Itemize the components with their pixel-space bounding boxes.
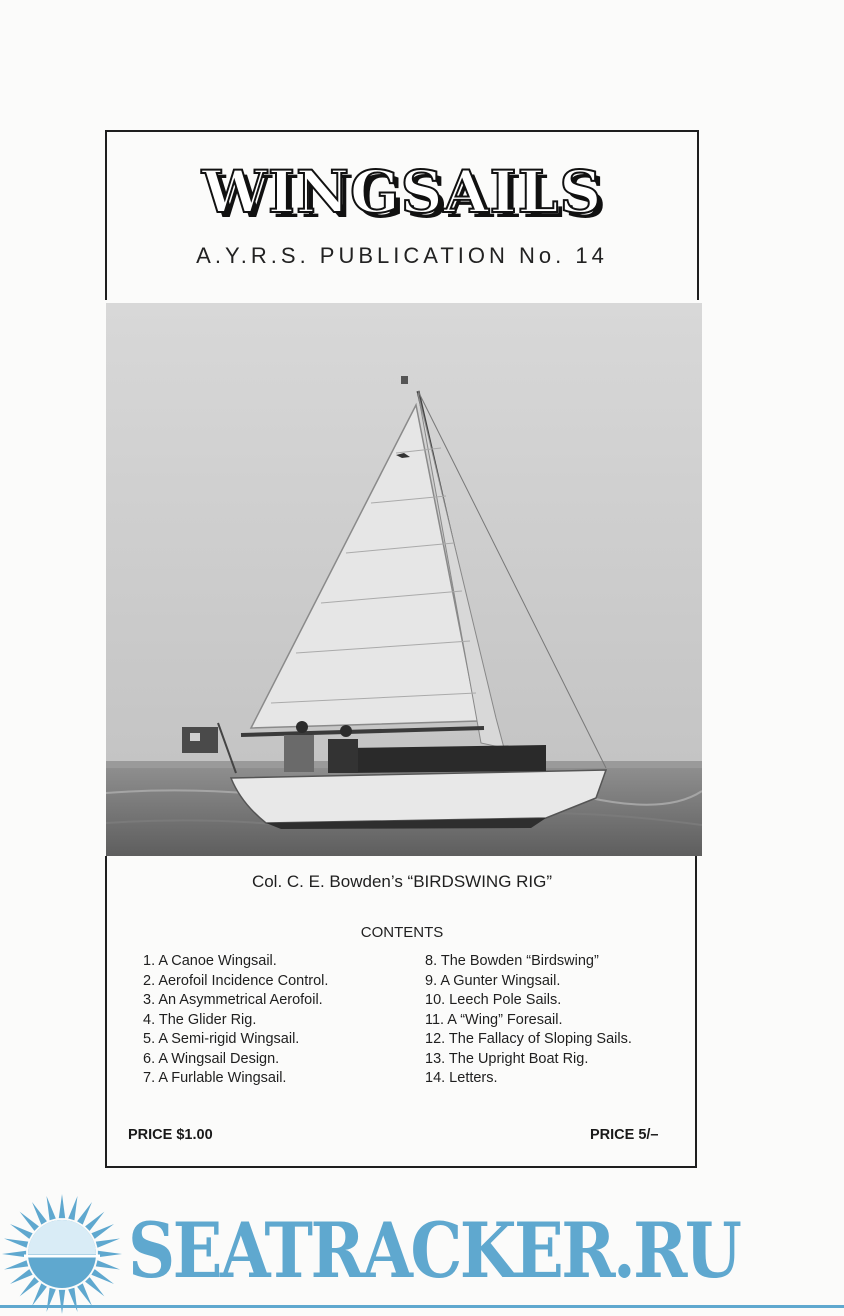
sun-ray — [4, 1260, 28, 1269]
sun-ray — [4, 1239, 28, 1248]
sun-ray — [47, 1196, 56, 1220]
contents-item: 7. A Furlable Wingsail. — [143, 1070, 287, 1086]
contents-item: 4. The Glider Rig. — [143, 1011, 257, 1028]
contents-item: 9. A Gunter Wingsail. — [425, 972, 561, 989]
contents-item: 12. The Fallacy of Sloping Sails. — [425, 1031, 632, 1047]
contents-item: 1. A Canoe Wingsail. — [143, 953, 277, 969]
cover-title: WINGSAILS — [201, 158, 603, 226]
sun-logo-icon — [0, 1192, 124, 1316]
sailboat-photo — [106, 303, 702, 856]
sun-ray — [20, 1212, 39, 1231]
contents-item: 11. A “Wing” Foresail. — [425, 1011, 563, 1028]
sun-ray — [32, 1283, 47, 1306]
sun-ray — [91, 1269, 114, 1284]
sun-ray — [20, 1277, 39, 1296]
watermark-underline — [0, 1305, 844, 1308]
contents-item: 13. The Upright Boat Rig. — [425, 1050, 589, 1067]
photo-caption: Col. C. E. Bowden’s “BIRDSWING RIG” — [251, 872, 553, 891]
sun-ray — [68, 1196, 77, 1220]
price-dollars: PRICE $1.00 — [128, 1127, 213, 1143]
sun-ray — [59, 1194, 65, 1218]
watermark-text: SEATRACKER.RU — [128, 1206, 740, 1295]
contents-item: 8. The Bowden “Birdswing” — [425, 953, 599, 969]
sun-ray — [85, 1212, 104, 1231]
sun-ray — [85, 1277, 104, 1296]
contents-list-right — [425, 952, 632, 1089]
sun-ray — [68, 1288, 77, 1312]
sun-ray — [77, 1202, 92, 1225]
sun-ray — [91, 1224, 114, 1239]
contents-item: 10. Leech Pole Sails. — [425, 992, 562, 1008]
sun-ray — [96, 1260, 120, 1269]
contents-item: 14. Letters. — [425, 1070, 498, 1086]
contents-item: 2. Aerofoil Incidence Control. — [143, 972, 329, 989]
publication-subtitle: A.Y.R.S. PUBLICATION No. 14 — [196, 243, 608, 268]
sun-ray — [47, 1288, 56, 1312]
contents-item: 6. A Wingsail Design. — [143, 1050, 280, 1067]
sun-ray — [77, 1283, 92, 1306]
contents-item: 5. A Semi-rigid Wingsail. — [143, 1031, 300, 1047]
contents-item: 3. An Asymmetrical Aerofoil. — [143, 992, 323, 1008]
contents-heading: CONTENTS — [360, 924, 444, 941]
sun-ray — [32, 1202, 47, 1225]
sun-ray — [98, 1251, 122, 1257]
contents-list-left — [143, 952, 328, 1089]
sun-ray — [2, 1251, 26, 1257]
sun-ray — [96, 1239, 120, 1248]
sun-ray — [10, 1224, 33, 1239]
sun-ray — [59, 1290, 65, 1314]
sun-ray — [10, 1269, 33, 1284]
price-shillings: PRICE 5/– — [590, 1127, 659, 1143]
